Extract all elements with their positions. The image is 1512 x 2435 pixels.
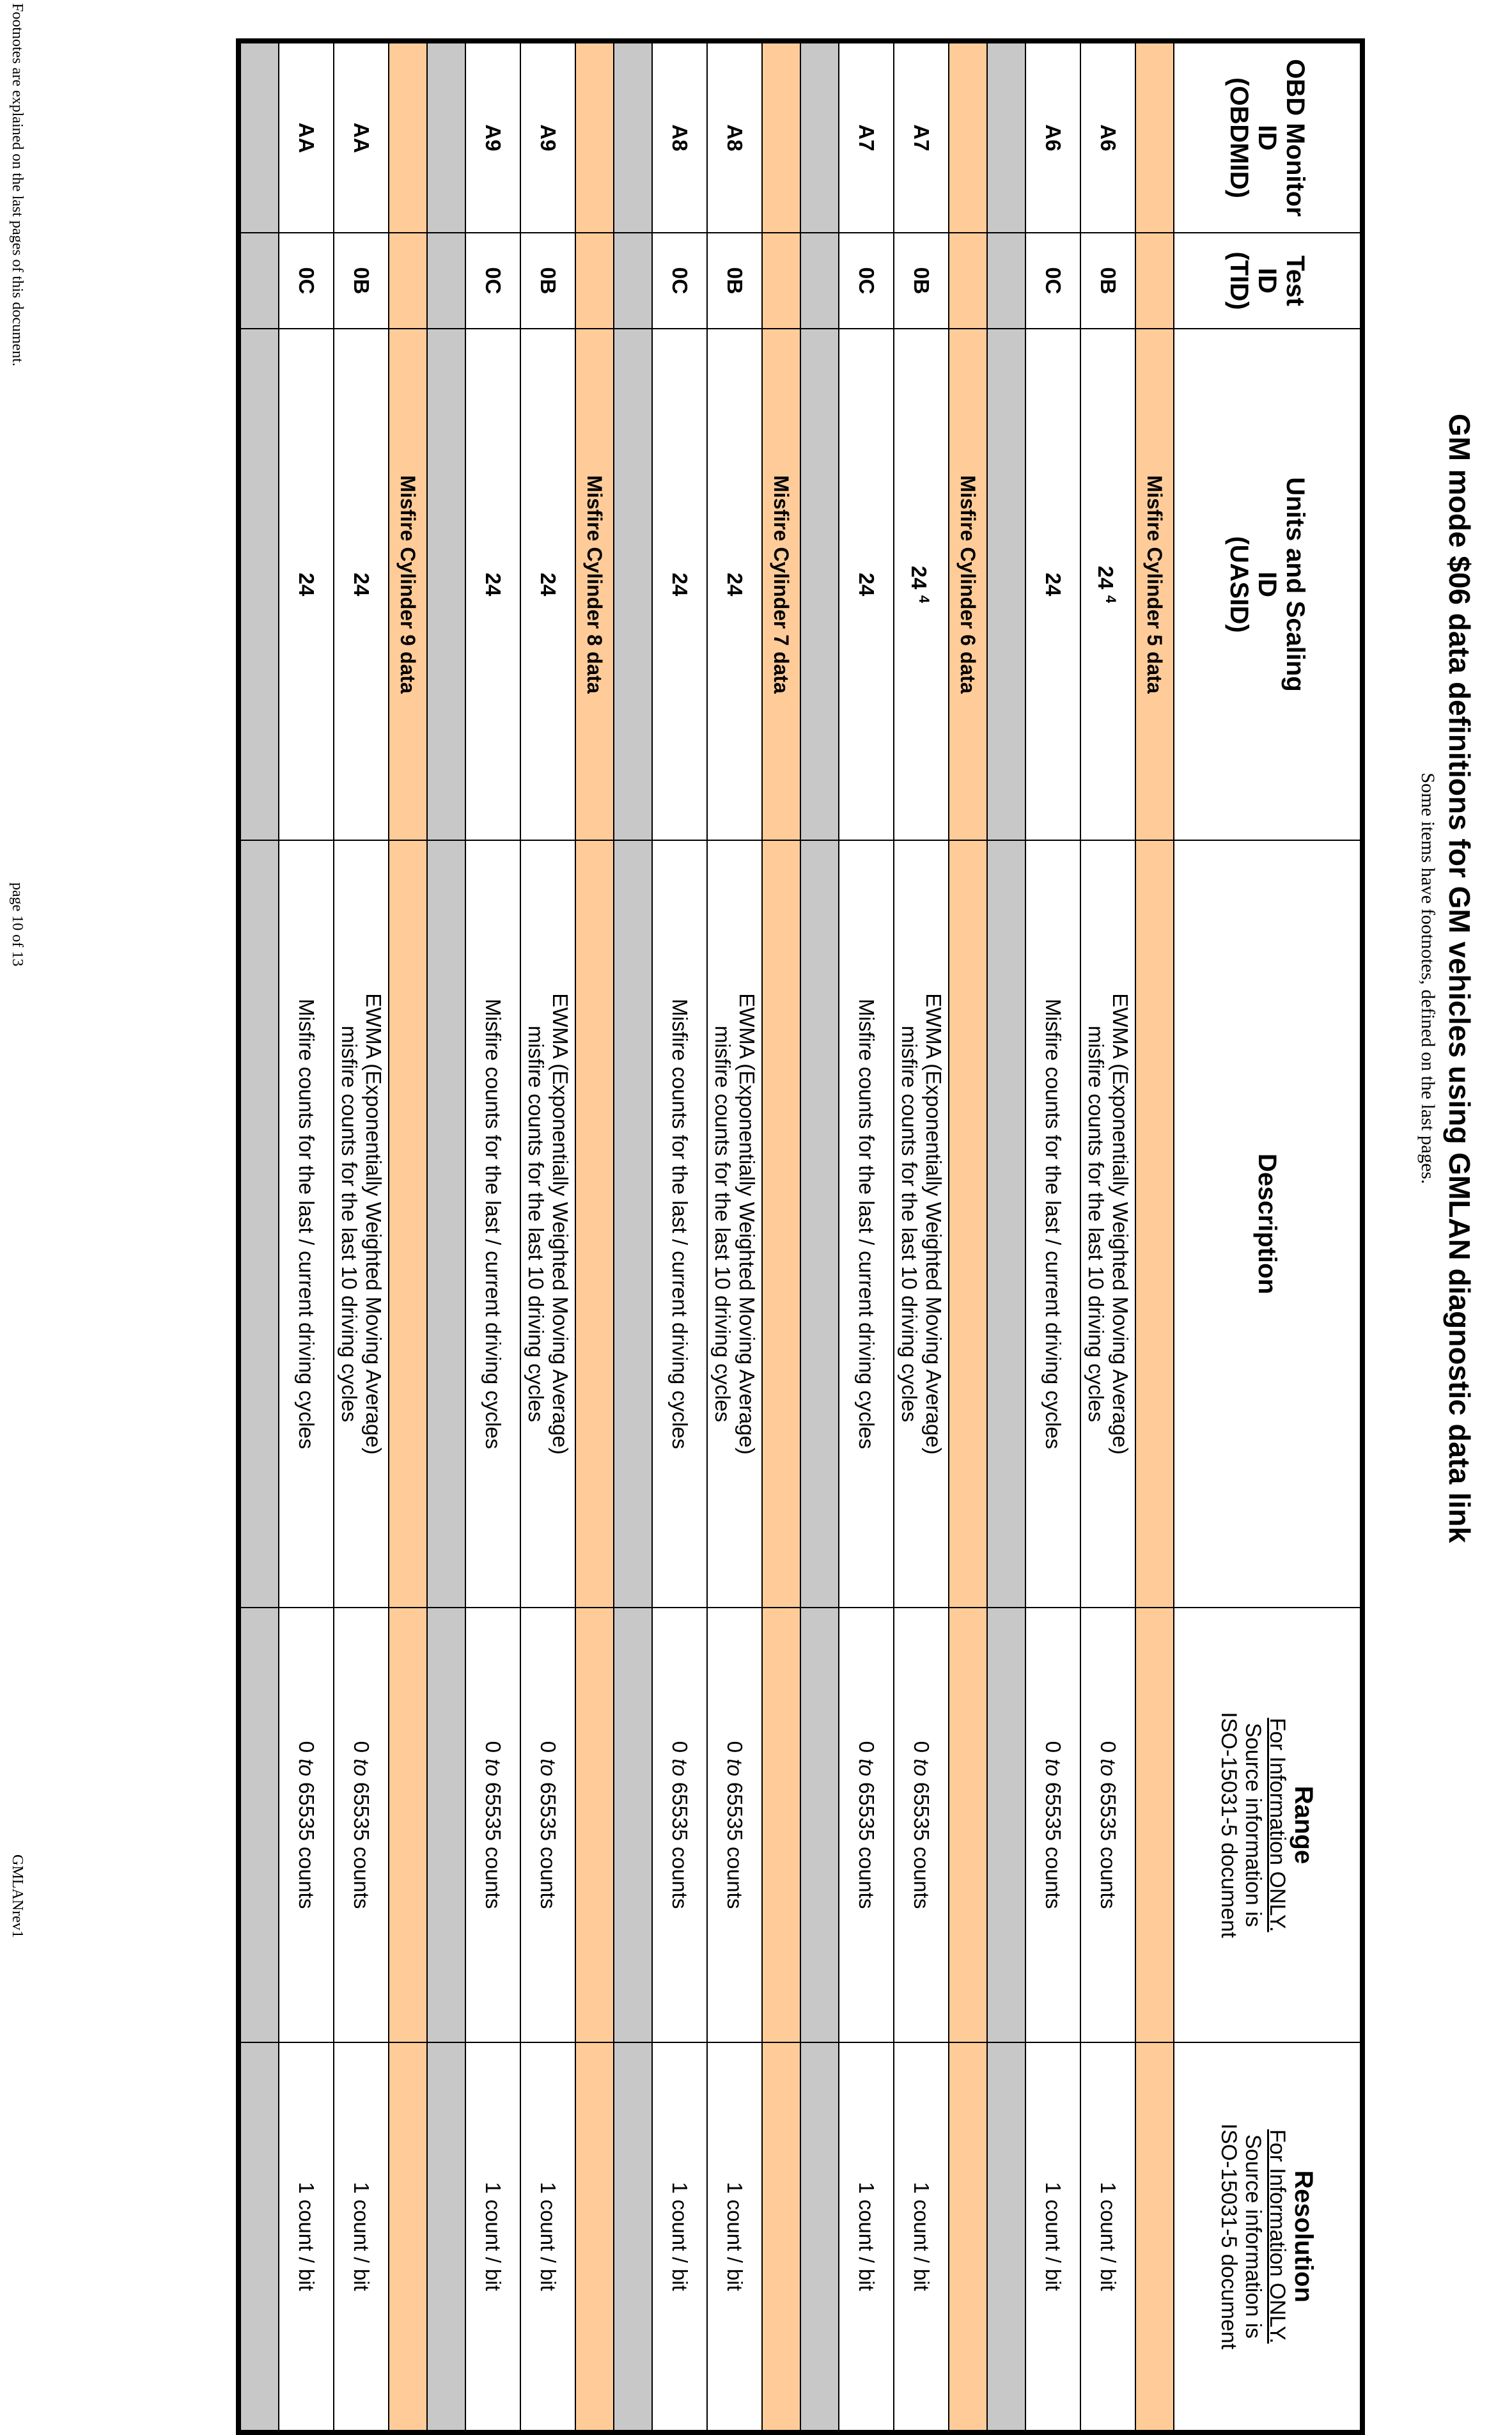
footer-center: page 10 of 13	[9, 882, 26, 967]
obdmid-cell: AA	[334, 41, 389, 233]
page-title: GM mode $06 data definitions for GM vehicles using GMLAN diagnostic data link	[1443, 413, 1476, 1544]
tid-cell: 0C	[652, 233, 707, 329]
table-row	[707, 41, 762, 2432]
table-row	[839, 41, 894, 2432]
cylinder-section-row	[389, 41, 427, 2432]
uasid-cell: 24	[839, 329, 894, 840]
resolution-cell: 1 count / bit	[465, 2042, 520, 2432]
header-tid: Test ID (TID)	[1174, 233, 1362, 329]
description-cell: Misfire counts for the last / current driving cycles	[839, 840, 894, 1608]
cylinder-label: Misfire Cylinder 9 data	[389, 329, 427, 840]
header-uasid: Units and Scaling ID (UASID)	[1174, 329, 1362, 840]
cylinder-label: Misfire Cylinder 8 data	[575, 329, 614, 840]
table-row	[465, 41, 520, 2432]
resolution-cell: 1 count / bit	[1080, 2042, 1135, 2432]
table-row	[520, 41, 575, 2432]
header-obdmid: OBD Monitor ID (OBDMID)	[1174, 41, 1362, 233]
uasid-cell: 24	[707, 329, 762, 840]
table-row	[894, 41, 949, 2432]
obdmid-cell: AA	[279, 41, 334, 233]
obdmid-cell: A7	[839, 41, 894, 233]
table-body	[238, 41, 1174, 2432]
header-resolution: Resolution For Information ONLY. Source information is ISO-15031-5 document	[1174, 2042, 1362, 2432]
uasid-cell: 24	[465, 329, 520, 840]
range-cell: 0 to 65535 counts	[334, 1608, 389, 2042]
table-row	[1025, 41, 1080, 2432]
table-row	[279, 41, 334, 2432]
uasid-cell: 24	[279, 329, 334, 840]
description-cell: Misfire counts for the last / current driving cycles	[465, 840, 520, 1608]
description-cell: EWMA (Exponentially Weighted Moving Average) misfire counts for the last 10 driving cycles	[520, 840, 575, 1608]
description-cell: Misfire counts for the last / current driving cycles	[279, 840, 334, 1608]
description-cell: Misfire counts for the last / current driving cycles	[1025, 840, 1080, 1608]
resolution-cell: 1 count / bit	[1025, 2042, 1080, 2432]
table-row	[652, 41, 707, 2432]
cylinder-label: Misfire Cylinder 6 data	[949, 329, 987, 840]
description-cell: EWMA (Exponentially Weighted Moving Average) misfire counts for the last 10 driving cycles	[334, 840, 389, 1608]
header-range: Range For Information ONLY. Source information is ISO-15031-5 document	[1174, 1608, 1362, 2042]
tid-cell: 0B	[520, 233, 575, 329]
table-row	[1080, 41, 1135, 2432]
cylinder-label: Misfire Cylinder 5 data	[1135, 329, 1174, 840]
footer-left: Footnotes are explained on the last pages of this document.	[9, 3, 26, 366]
header-description: Description	[1174, 840, 1362, 1608]
tid-cell: 0C	[1025, 233, 1080, 329]
table-row	[334, 41, 389, 2432]
resolution-cell: 1 count / bit	[334, 2042, 389, 2432]
separator-row	[987, 41, 1025, 2432]
cylinder-label: Misfire Cylinder 7 data	[762, 329, 800, 840]
resolution-cell: 1 count / bit	[839, 2042, 894, 2432]
separator-row	[238, 41, 279, 2432]
footer-right: GMLANrev1	[9, 1854, 26, 1938]
range-cell: 0 to 65535 counts	[279, 1608, 334, 2042]
uasid-cell: 24	[334, 329, 389, 840]
data-table	[236, 38, 1365, 2435]
resolution-cell: 1 count / bit	[707, 2042, 762, 2432]
range-cell: 0 to 65535 counts	[652, 1608, 707, 2042]
uasid-cell: 24 $^4$	[1080, 329, 1135, 840]
header-row	[1174, 41, 1362, 2432]
obdmid-cell: A6	[1080, 41, 1135, 233]
footnote-marker: 4	[916, 595, 932, 604]
resolution-cell: 1 count / bit	[279, 2042, 334, 2432]
description-cell: EWMA (Exponentially Weighted Moving Average) misfire counts for the last 10 driving cycles	[1080, 840, 1135, 1608]
range-cell: 0 to 65535 counts	[1080, 1608, 1135, 2042]
cylinder-section-row	[762, 41, 800, 2432]
uasid-cell: 24 $^4$	[894, 329, 949, 840]
separator-row	[800, 41, 839, 2432]
description-cell: EWMA (Exponentially Weighted Moving Average) misfire counts for the last 10 driving cycles	[707, 840, 762, 1608]
range-cell: 0 to 65535 counts	[1025, 1608, 1080, 2042]
uasid-cell: 24	[652, 329, 707, 840]
resolution-cell: 1 count / bit	[652, 2042, 707, 2432]
obdmid-cell: A7	[894, 41, 949, 233]
obdmid-cell: A8	[707, 41, 762, 233]
tid-cell: 0B	[707, 233, 762, 329]
range-cell: 0 to 65535 counts	[839, 1608, 894, 2042]
obdmid-cell: A8	[652, 41, 707, 233]
tid-cell: 0B	[1080, 233, 1135, 329]
resolution-cell: 1 count / bit	[894, 2042, 949, 2432]
uasid-cell: 24	[1025, 329, 1080, 840]
cylinder-section-row	[575, 41, 614, 2432]
description-cell: Misfire counts for the last / current driving cycles	[652, 840, 707, 1608]
page-subtitle: Some items have footnotes, defined on the last pages.	[1417, 772, 1438, 1184]
range-cell: 0 to 65535 counts	[465, 1608, 520, 2042]
obdmid-cell: A9	[520, 41, 575, 233]
footnote-marker: 4	[1103, 595, 1119, 604]
resolution-cell: 1 count / bit	[520, 2042, 575, 2432]
range-cell: 0 to 65535 counts	[894, 1608, 949, 2042]
tid-cell: 0C	[465, 233, 520, 329]
obdmid-cell: A6	[1025, 41, 1080, 233]
tid-cell: 0C	[279, 233, 334, 329]
range-cell: 0 to 65535 counts	[520, 1608, 575, 2042]
range-cell: 0 to 65535 counts	[707, 1608, 762, 2042]
separator-row	[427, 41, 465, 2432]
uasid-cell: 24	[520, 329, 575, 840]
tid-cell: 0B	[894, 233, 949, 329]
cylinder-section-row	[949, 41, 987, 2432]
tid-cell: 0B	[334, 233, 389, 329]
tid-cell: 0C	[839, 233, 894, 329]
description-cell: EWMA (Exponentially Weighted Moving Average) misfire counts for the last 10 driving cycles	[894, 840, 949, 1608]
cylinder-section-row	[1135, 41, 1174, 2432]
obdmid-cell: A9	[465, 41, 520, 233]
separator-row	[614, 41, 652, 2432]
